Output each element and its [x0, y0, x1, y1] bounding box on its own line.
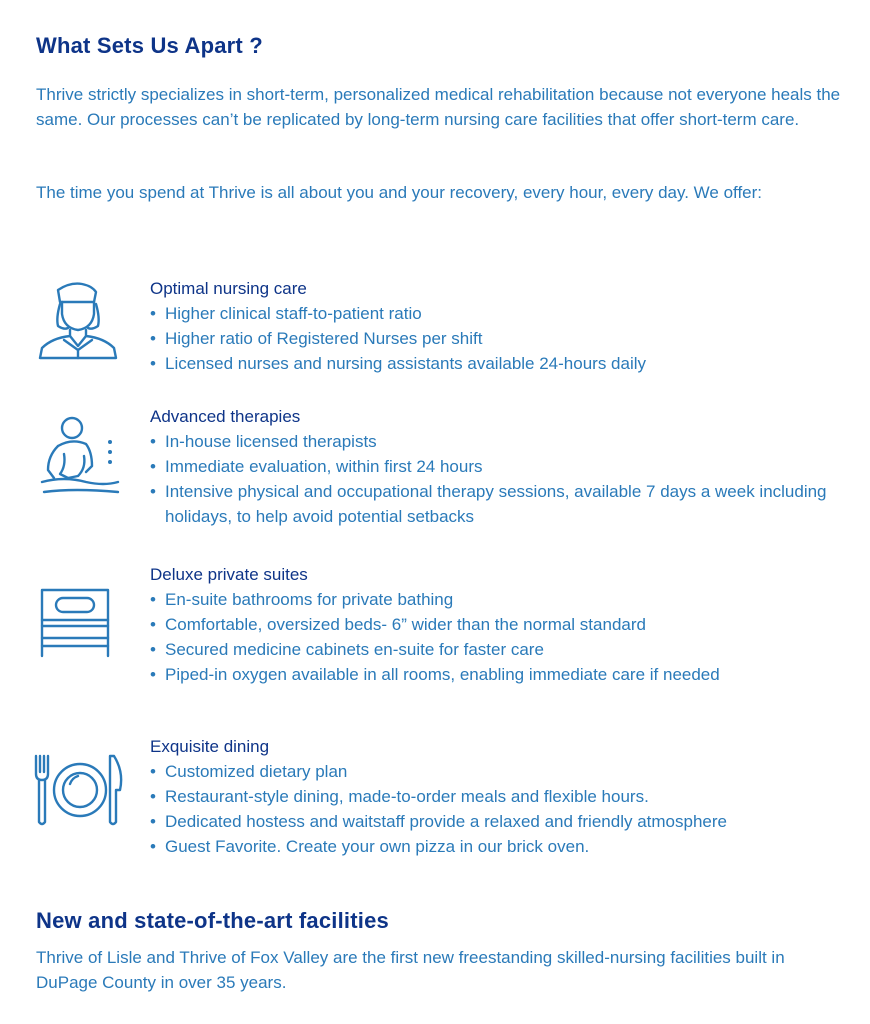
feature-bullet-list [150, 301, 850, 376]
list-item: • En-suite bathrooms for private bathing [150, 587, 850, 612]
facilities-heading: New and state-of-the-art facilities [36, 908, 389, 933]
list-item: • In-house licensed therapists [150, 429, 850, 454]
list-item: • Higher ratio of Registered Nurses per shift [150, 326, 850, 351]
list-item: • Customized dietary plan [150, 759, 850, 784]
list-item: • Intensive physical and occupational therapy sessions, available 7 days a week including holidays, to help avoid potential setbacks [150, 479, 850, 529]
nurse-icon [34, 280, 124, 370]
feature-title: Deluxe private suites [150, 565, 308, 584]
page-title: What Sets Us Apart ? [36, 33, 263, 58]
list-item: • Dedicated hostess and waitstaff provide a relaxed and friendly atmosphere [150, 809, 850, 834]
therapy-icon [34, 412, 124, 502]
feature-title: Exquisite dining [150, 737, 270, 756]
feature-title: Optimal nursing care [150, 279, 307, 298]
bed-icon [34, 580, 124, 670]
list-item: • Comfortable, oversized beds- 6” wider than the normal standard [150, 612, 850, 637]
list-item: • Secured medicine cabinets en-suite for faster care [150, 637, 850, 662]
feature-bullet-list [150, 587, 850, 687]
dining-icon [34, 750, 124, 840]
list-item: • Higher clinical staff-to-patient ratio [150, 301, 850, 326]
list-item: • Guest Favorite. Create your own pizza in our brick oven. [150, 834, 850, 859]
feature-title: Advanced therapies [150, 407, 301, 426]
list-item: • Piped-in oxygen available in all rooms, enabling immediate care if needed [150, 662, 850, 687]
list-item: • Restaurant-style dining, made-to-order meals and flexible hours. [150, 784, 850, 809]
feature-bullet-list [150, 429, 850, 529]
feature-bullet-list [150, 759, 850, 859]
list-item: • Immediate evaluation, within first 24 hours [150, 454, 850, 479]
facilities-paragraph: Thrive of Lisle and Thrive of Fox Valley are the first new freestanding skilled-nursing facilities built in DuPage County in over 35 years. [36, 948, 785, 992]
list-item: • Licensed nurses and nursing assistants available 24-hours daily [150, 351, 850, 376]
intro-paragraph-1: Thrive strictly specializes in short-term, personalized medical rehabilitation because not everyone heals the same. Our processes can’t be replicated by long-term nursing care facilities that offer short-term care. [36, 85, 841, 129]
intro-paragraph-2: The time you spend at Thrive is all about you and your recovery, every hour, every day. We offer: [36, 183, 763, 202]
